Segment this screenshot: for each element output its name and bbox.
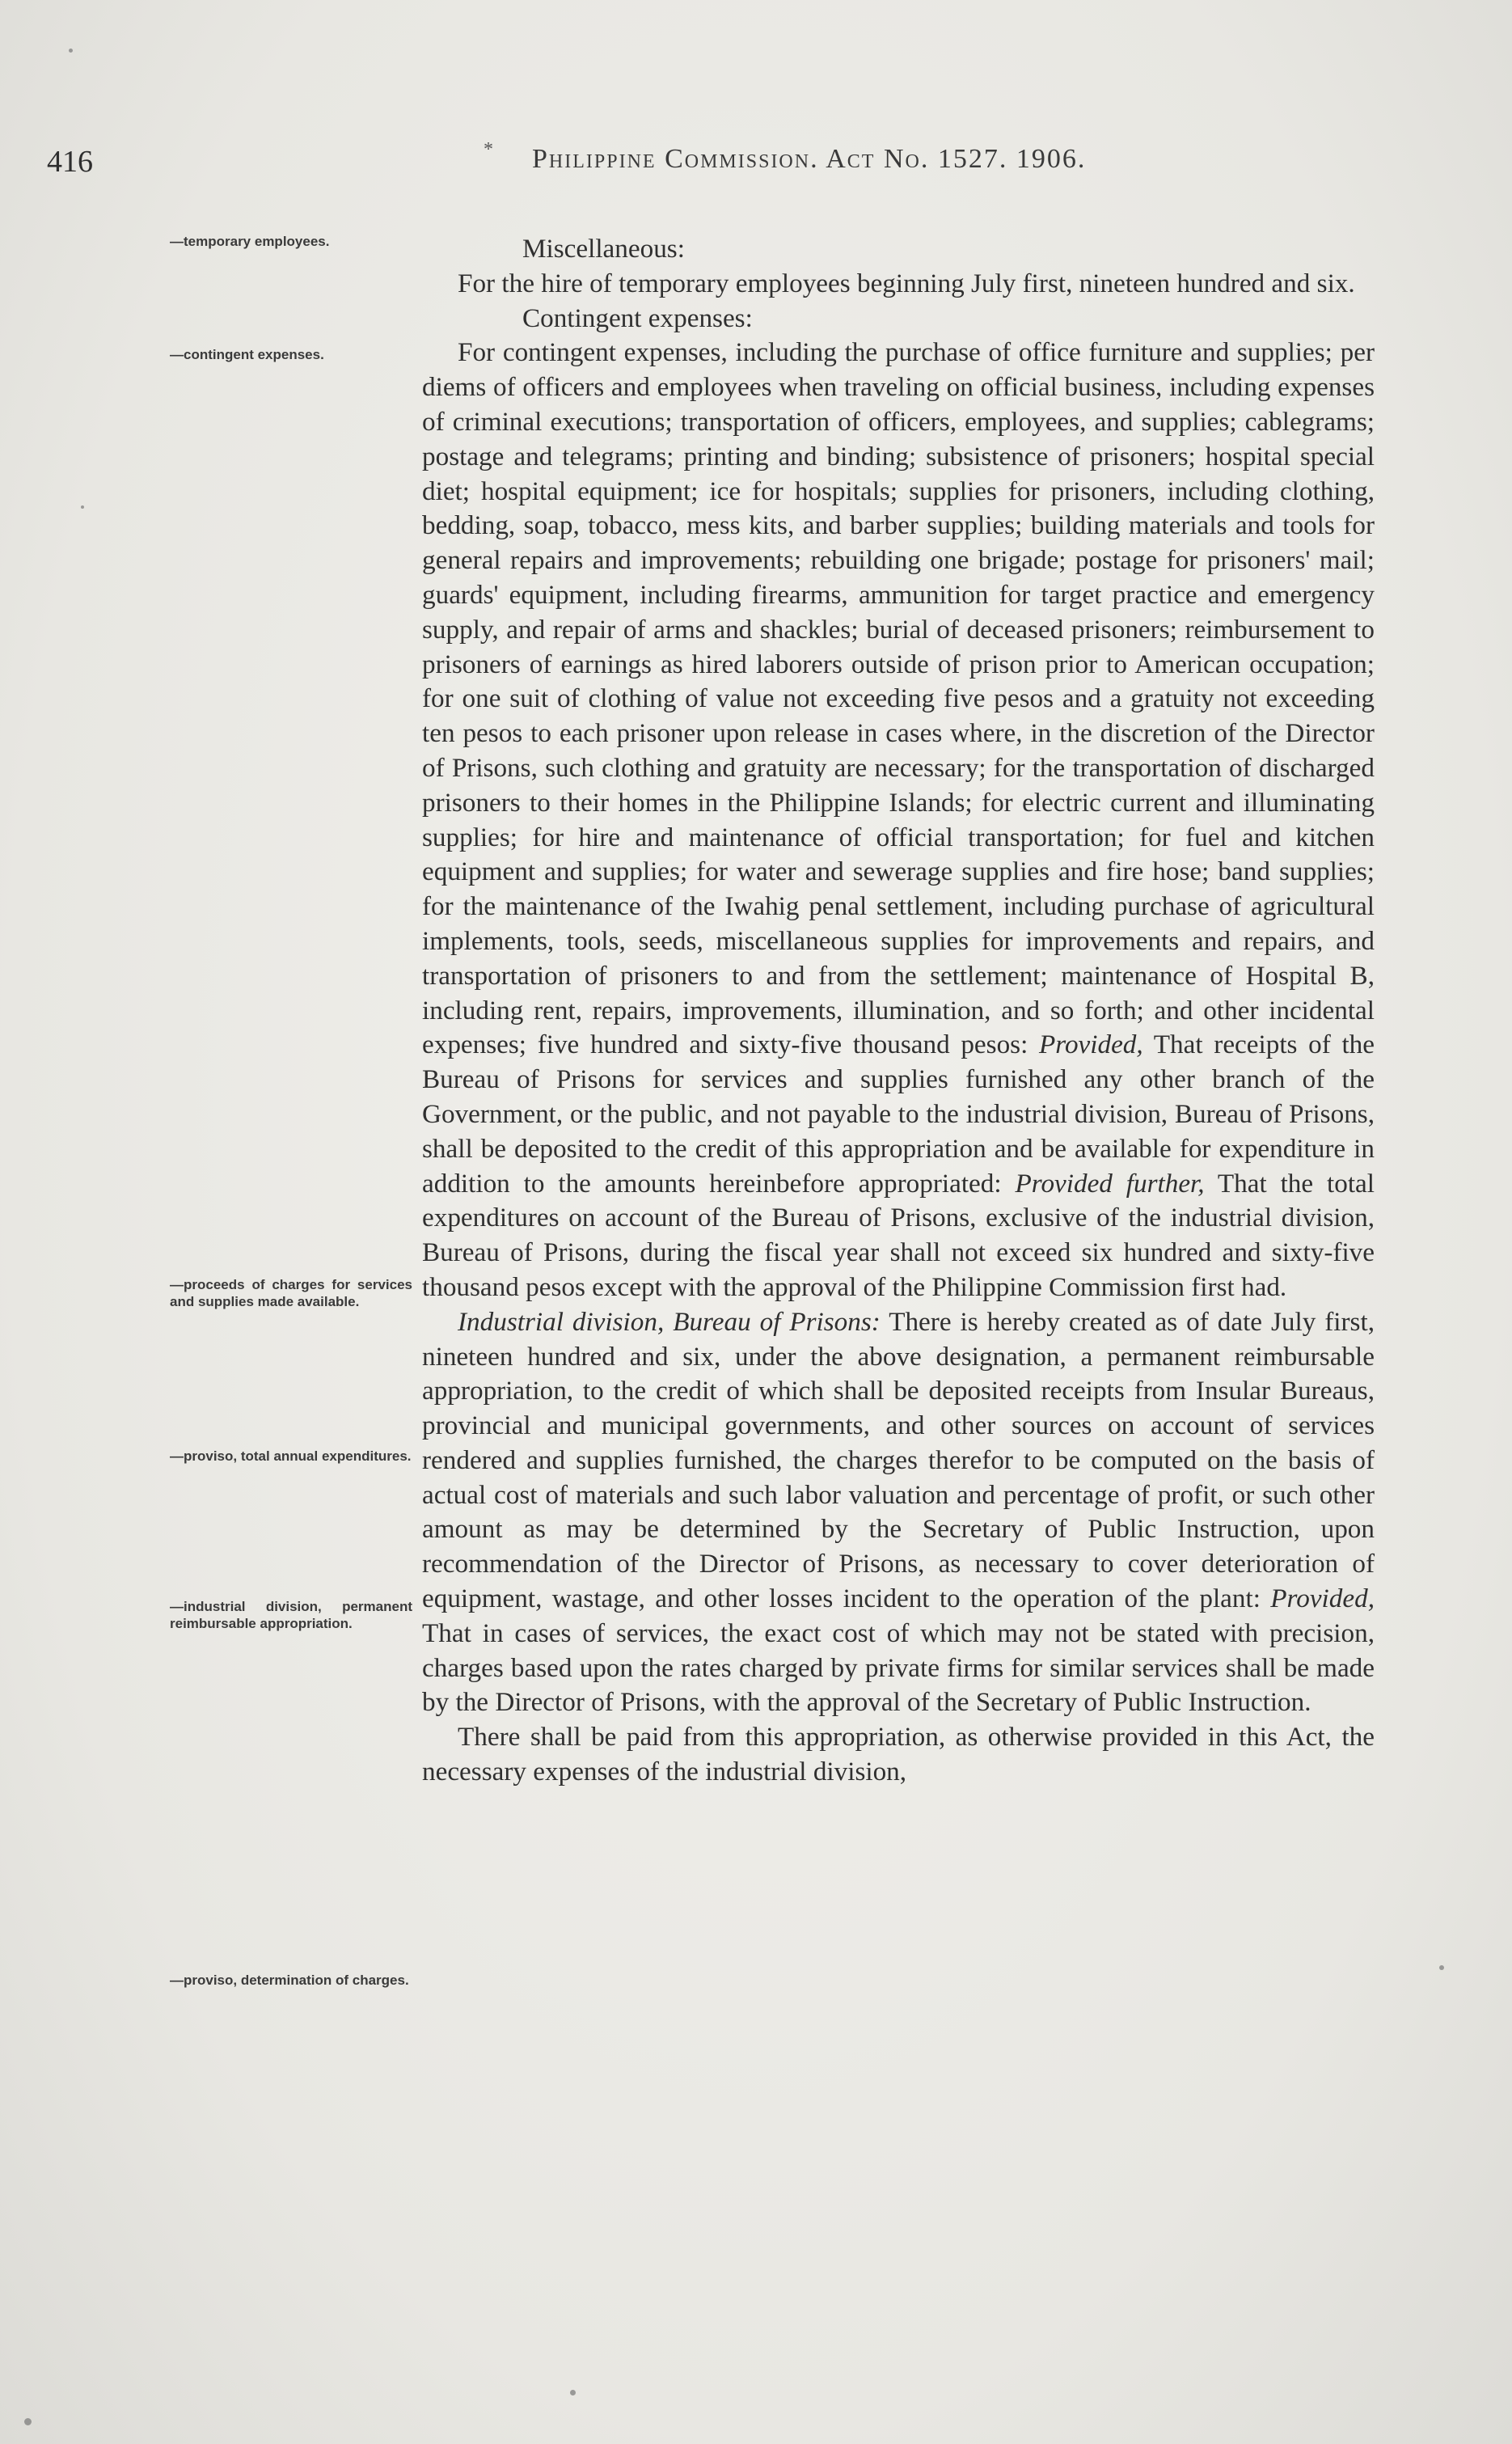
scan-speck [24,2418,32,2425]
body-text [422,232,1375,1790]
page-number: 416 [47,145,93,179]
margin-note-contingent-expenses: —contingent expenses. [170,347,324,362]
provided-italic: Provided, [1038,1030,1143,1060]
scan-speck [1439,1965,1444,1970]
industrial-division-heading: Industrial division, Bureau of Prisons: [458,1306,881,1337]
paragraph-contingent-expenses [422,336,1375,1304]
scan-speck [81,505,84,509]
scan-speck [570,2390,576,2395]
page-header [47,139,1373,192]
paragraph-final: There shall be paid from this appropriation, as otherwise provided in this Act, the necessary expenses of the industrial division, [422,1722,1375,1787]
contingent-text: For contingent expenses, including the purchase of office furniture and supplies; per diems of officers and employees when traveling on official business, including expenses of criminal executions; transportation of officers, employees, and supplies; cablegrams; postage and telegrams; printing and binding; subsistence of prisoners; hospital special diet; hospital equipment; ice for hospitals; supplies for prisoners, including clothing, bedding, soap, tobacco, mess kits, and barber supplies; building materials and tools for general repairs and improvements; rebuilding one brigade; postage for prisoners' mail; guards' equipment, including firearms, ammunition for target practice and emergency supply, and repair of arms and shackles; burial of deceased prisoners; reimbursement to prisoners of earnings as hired laborers outside of prison prior to American occupation; for one suit of clothing of value not exceeding five pesos and a gratuity not exceeding ten pesos to each prisoner upon release in cases where, in the discretion of the Director of Prisons, such clothing and gratuity are necessary; for the transportation of discharged prisoners to their homes in the Philippine Islands; for electric current and illuminating supplies; for hire and maintenance of official transportation; for fuel and kitchen equipment and supplies; for water and sewerage supplies and fire hose; band supplies; for the maintenance of the Iwahig penal settlement, including purchase of agricultural implements, tools, seeds, miscellaneous supplies for improvements and repairs, and transportation of prisoners to and from the settlement; maintenance of Hospital B, including rent, repairs, improvements, illumination, and so forth; and other incidental expenses; five hundred and sixty-five thousand pesos: [422,337,1375,1060]
industrial-text: There is hereby created as of date July first, nineteen hundred and six, under the above designation, a permanent reimbursable appropriation, to the credit of which shall be deposited receipts from Insular Bureaus, provincial and municipal governments, and other sources on account of services rendered and supplies furnished, the charges therefor to be computed on the basis of actual cost of materials and such labor valuation and percentage of profit, or such other amount as may be determined by the Secretary of Public Instruction, upon recommendation of the Director of Prisons, as necessary to cover deterioration of equipment, wastage, and other losses incident to the operation of the plant: [422,1306,1375,1614]
industrial-text-2: That in cases of services, the exact cost of which may not be stated with precision, charges based upon the rates charged by private firms for similar services shall be made by the Director of Prisons, with the approval of the Secretary of Public Instruction. [422,1617,1375,1718]
margin-note-industrial-division: —industrial division, permanent reimbursable appropriation. [170,1599,412,1631]
section-heading-contingent-expenses: Contingent expenses: [522,302,753,333]
printer-mark-icon: * [484,139,493,160]
margin-note-proviso-determination: —proviso, determination of charges. [170,1973,409,1988]
contingent-text-2: That receipts of the Bureau of Prisons for services and supplies furnished any other branch of the Government, or the public, and not payable to the industrial division, Bureau of Prisons, shall be deposited to the credit of this appropriation and be available for expenditure in addition to the amounts hereinbefore appropriated: [422,1030,1375,1199]
running-title: Philippine Commission. Act No. 1527. 1906. [532,144,1087,174]
scan-speck [69,49,73,53]
margin-note-proceeds-of-charges: —proceeds of charges for services and supplies made available. [170,1277,412,1309]
paragraph-temporary-employees: For the hire of temporary employees beginning July first, nineteen hundred and six. [458,268,1355,298]
margin-note-temporary-employees: —temporary employees. [170,234,330,249]
contingent-text-3: That the total expenditures on account of the Bureau of Prisons, exclusive of the industrial division, Bureau of Prisons, during the fiscal year shall not exceed six hundred and sixty-five thousand pesos except with the approval of the Philippine Commission first had. [422,1168,1375,1302]
provided-further-italic: Provided further, [1015,1168,1205,1199]
paragraph-industrial-division [422,1305,1375,1721]
margin-note-proviso-total-expenditures: —proviso, total annual expenditures. [170,1448,412,1464]
provided-italic-2: Provided, [1270,1584,1375,1614]
section-heading-miscellaneous: Miscellaneous: [522,234,685,264]
